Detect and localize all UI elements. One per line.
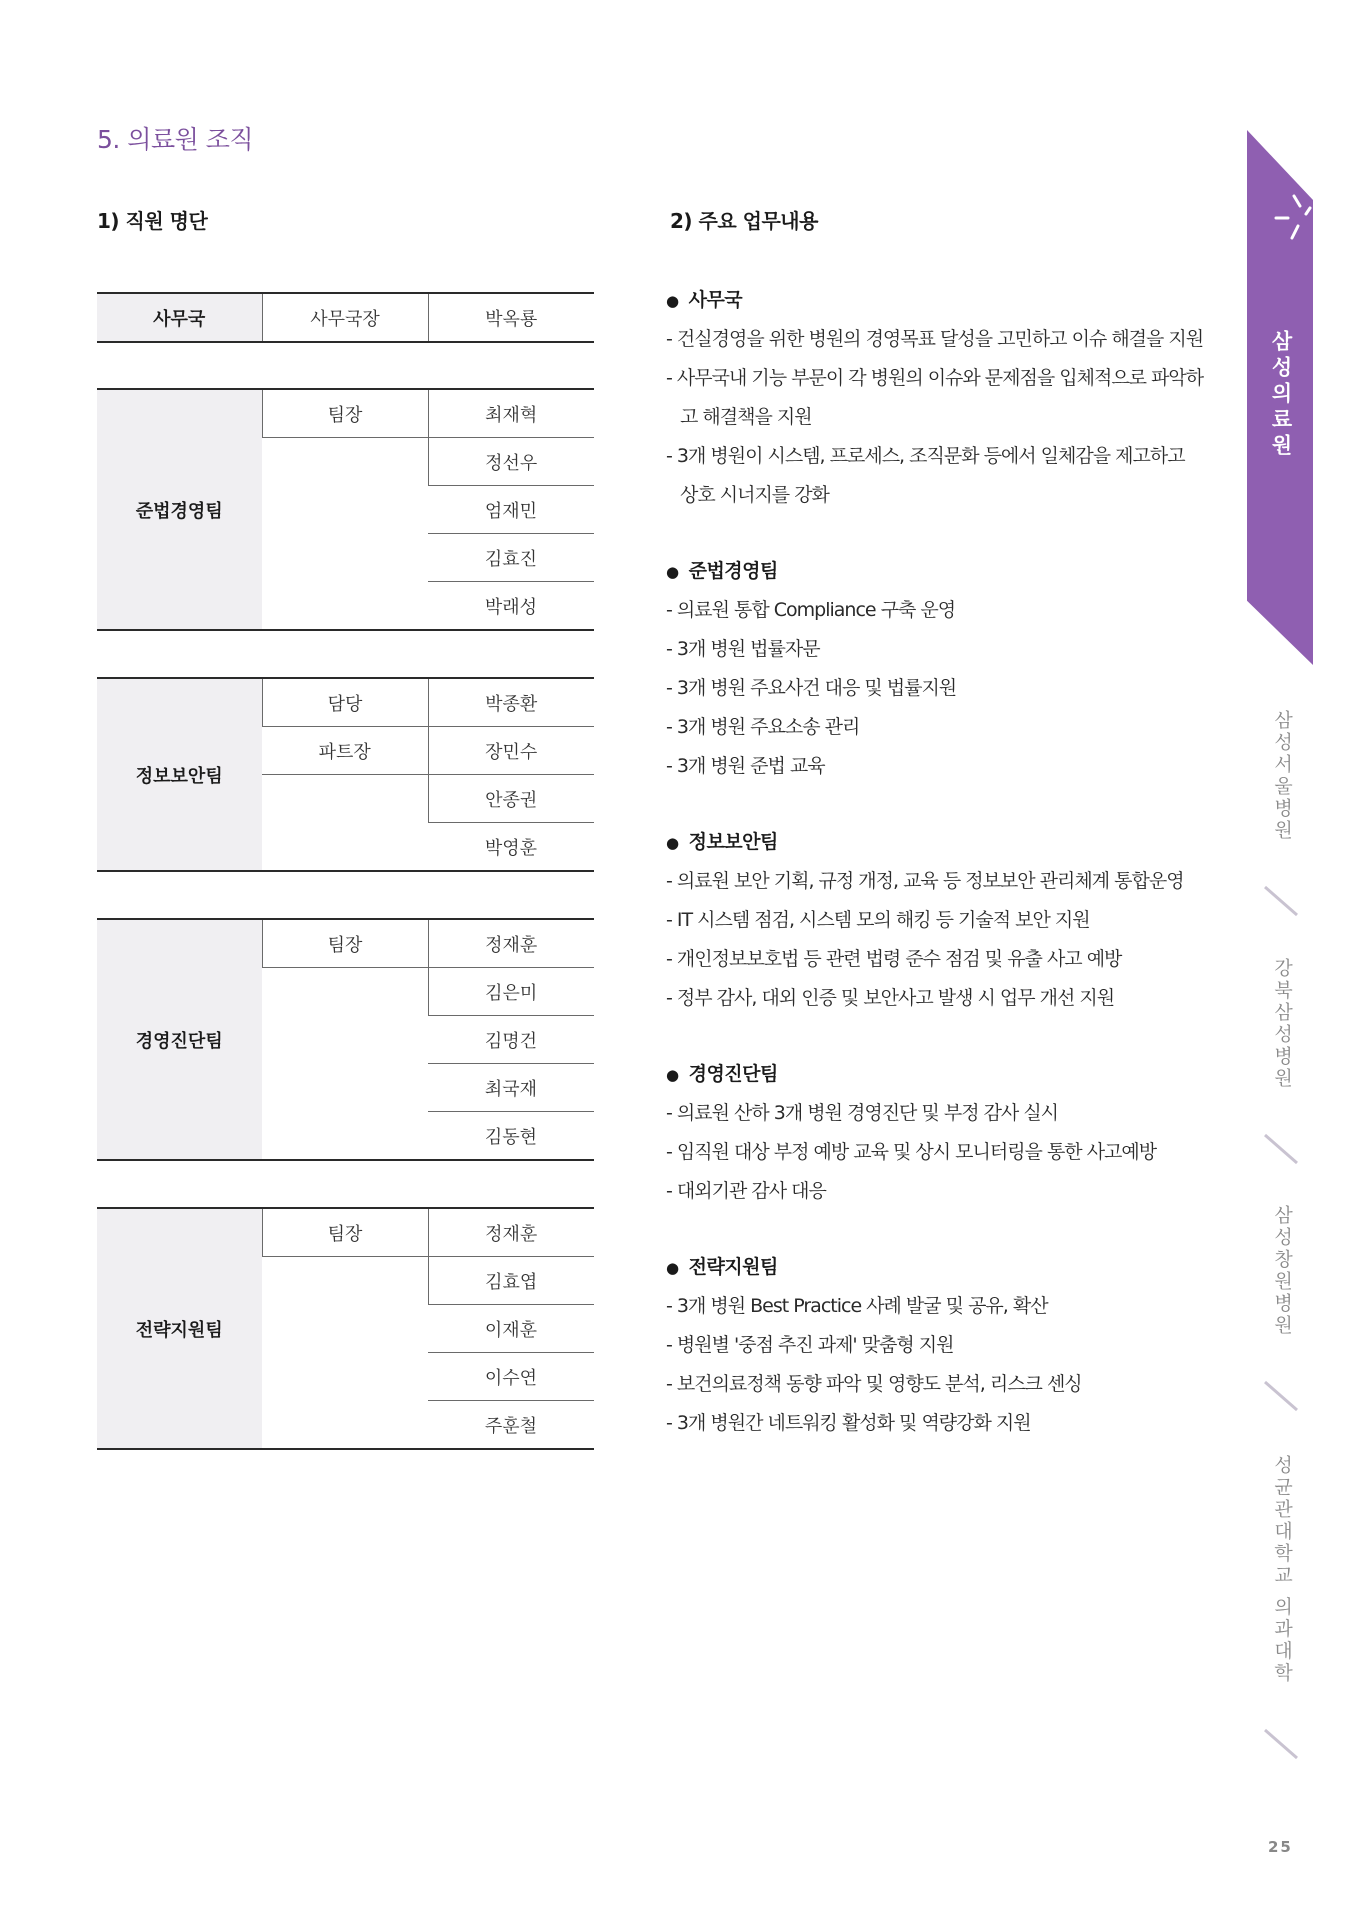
team-cell: 준법경영팀 xyxy=(97,389,262,630)
slash-divider-icon xyxy=(1263,1728,1299,1760)
role-cell xyxy=(262,968,428,1161)
bullet-icon: ● xyxy=(666,563,679,581)
role-cell xyxy=(262,438,428,631)
bullet-icon: ● xyxy=(666,1066,679,1084)
secretariat-table xyxy=(97,292,594,343)
list-item: - 건실경영을 위한 병원의 경영목표 달성을 고민하고 이슈 해결을 지원 xyxy=(666,320,1206,359)
list-item: - 3개 병원 주요사건 대응 및 법률지원 xyxy=(666,669,1206,708)
list-item: - 병원별 '중점 추진 과제' 맞춤형 지원 xyxy=(666,1326,1206,1365)
name-cell: 김효진 xyxy=(428,534,594,582)
table-row xyxy=(97,389,594,438)
security-team-table xyxy=(97,677,594,872)
bullet-icon: ● xyxy=(666,834,679,852)
list-item: - 의료원 산하 3개 병원 경영진단 및 부정 감사 실시 xyxy=(666,1094,1206,1133)
table-row xyxy=(97,1208,594,1257)
name-cell: 이재훈 xyxy=(428,1305,594,1353)
name-cell: 안종권 xyxy=(428,775,594,823)
duties-section-title: 2) 주요 업무내용 xyxy=(670,209,818,233)
duty-title: 경영진단팀 xyxy=(688,1063,778,1085)
duty-security xyxy=(666,822,1206,1018)
name-cell: 최국재 xyxy=(428,1064,594,1112)
page-number: 25 xyxy=(1268,1838,1293,1856)
name-cell: 김동현 xyxy=(428,1112,594,1161)
slash-divider-icon xyxy=(1263,1380,1299,1412)
audit-team-table xyxy=(97,918,594,1161)
table-row xyxy=(97,919,594,968)
role-cell: 팀장 xyxy=(262,389,428,438)
name-cell: 엄재민 xyxy=(428,486,594,534)
list-item: - 대외기관 감사 대응 xyxy=(666,1172,1206,1211)
side-tab-label[interactable]: 삼성의료원 xyxy=(1269,330,1293,460)
name-cell: 박옥룡 xyxy=(428,293,594,342)
duty-title: 준법경영팀 xyxy=(688,560,778,582)
staff-section-title: 1) 직원 명단 xyxy=(97,209,208,233)
duty-title: 정보보안팀 xyxy=(688,831,778,853)
list-item: - IT 시스템 점검, 시스템 모의 해킹 등 기술적 보안 지원 xyxy=(666,901,1206,940)
list-item: - 3개 병원 주요소송 관리 xyxy=(666,708,1206,747)
name-cell: 장민수 xyxy=(428,727,594,775)
duty-title: 전략지원팀 xyxy=(688,1256,778,1278)
list-item: - 보건의료정책 동향 파악 및 영향도 분석, 리스크 센싱 xyxy=(666,1365,1206,1404)
name-cell: 김효엽 xyxy=(428,1257,594,1305)
strategy-team-table xyxy=(97,1207,594,1450)
name-cell: 박종환 xyxy=(428,678,594,727)
page-title: 5. 의료원 조직 xyxy=(97,125,253,154)
role-cell xyxy=(262,1257,428,1450)
list-item: - 3개 병원간 네트워킹 활성화 및 역량강화 지원 xyxy=(666,1404,1206,1443)
name-cell: 최재혁 xyxy=(428,389,594,438)
duty-audit xyxy=(666,1054,1206,1211)
role-cell: 팀장 xyxy=(262,1208,428,1257)
side-link-seoul[interactable]: 삼성서울병원 xyxy=(1271,710,1293,842)
list-item: - 3개 병원이 시스템, 프로세스, 조직문화 등에서 일체감을 제고하고 상호 시너지를 강화 xyxy=(666,437,1206,515)
name-cell: 정재훈 xyxy=(428,1208,594,1257)
team-cell: 정보보안팀 xyxy=(97,678,262,871)
role-cell: 사무국장 xyxy=(262,293,428,342)
duty-secretariat xyxy=(666,280,1206,515)
list-item: - 개인정보보호법 등 관련 법령 준수 점검 및 유출 사고 예방 xyxy=(666,940,1206,979)
duty-strategy xyxy=(666,1247,1206,1443)
name-cell: 정선우 xyxy=(428,438,594,486)
star-emblem-icon xyxy=(1272,188,1312,248)
name-cell: 주훈철 xyxy=(428,1401,594,1450)
side-link-changwon[interactable]: 삼성창원병원 xyxy=(1271,1205,1293,1337)
table-row xyxy=(97,678,594,727)
role-cell xyxy=(262,775,428,872)
list-item: - 의료원 통합 Compliance 구축 운영 xyxy=(666,591,1206,630)
name-cell: 김명건 xyxy=(428,1016,594,1064)
name-cell: 박영훈 xyxy=(428,823,594,872)
slash-divider-icon xyxy=(1263,1133,1299,1165)
bullet-icon: ● xyxy=(666,292,679,310)
name-cell: 이수연 xyxy=(428,1353,594,1401)
list-item: - 사무국내 기능 부문이 각 병원의 이슈와 문제점을 입체적으로 파악하고 해결책을 지원 xyxy=(666,359,1206,437)
name-cell: 박래성 xyxy=(428,582,594,631)
name-cell: 정재훈 xyxy=(428,919,594,968)
bullet-icon: ● xyxy=(666,1259,679,1277)
table-row xyxy=(97,293,594,342)
list-item: - 3개 병원 준법 교육 xyxy=(666,747,1206,786)
list-item: - 임직원 대상 부정 예방 교육 및 상시 모니터링을 통한 사고예방 xyxy=(666,1133,1206,1172)
duties-list xyxy=(666,280,1206,1479)
side-link-kangbuk[interactable]: 강북삼성병원 xyxy=(1271,958,1293,1090)
team-cell: 사무국 xyxy=(97,293,262,342)
role-cell: 파트장 xyxy=(262,727,428,775)
slash-divider-icon xyxy=(1263,885,1299,917)
name-cell: 김은미 xyxy=(428,968,594,1016)
duty-compliance xyxy=(666,551,1206,786)
team-cell: 전략지원팀 xyxy=(97,1208,262,1449)
compliance-team-table xyxy=(97,388,594,631)
team-cell: 경영진단팀 xyxy=(97,919,262,1160)
list-item: - 3개 병원 법률자문 xyxy=(666,630,1206,669)
role-cell: 팀장 xyxy=(262,919,428,968)
duty-title: 사무국 xyxy=(688,289,743,311)
list-item: - 3개 병원 Best Practice 사례 발굴 및 공유, 확산 xyxy=(666,1287,1206,1326)
list-item: - 의료원 보안 기획, 규정 개정, 교육 등 정보보안 관리체계 통합운영 xyxy=(666,862,1206,901)
role-cell: 담당 xyxy=(262,678,428,727)
list-item: - 정부 감사, 대외 인증 및 보안사고 발생 시 업무 개선 지원 xyxy=(666,979,1206,1018)
side-link-skku-medicine[interactable]: 성균관대학교 의과대학 xyxy=(1271,1455,1293,1685)
